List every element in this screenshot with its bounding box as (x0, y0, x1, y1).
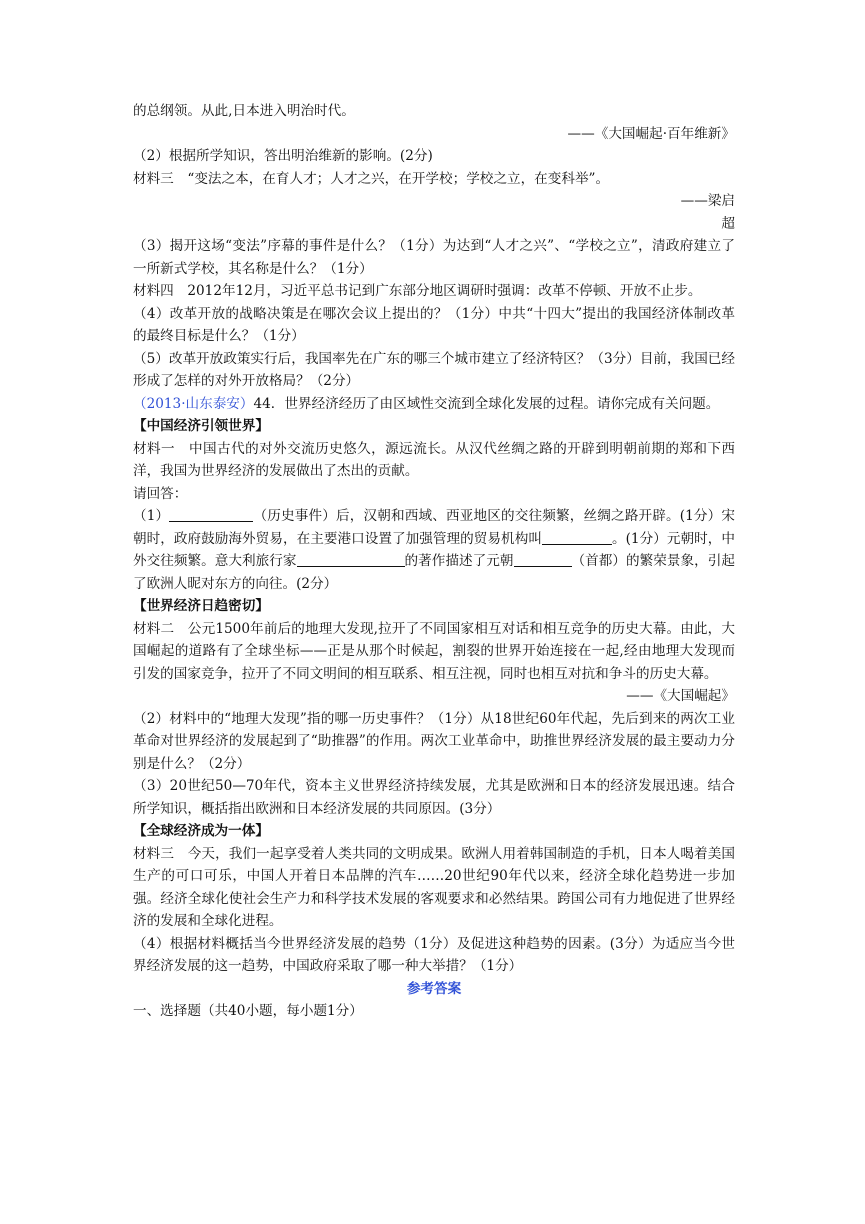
question-3b: （3）20世纪50—70年代，资本主义世界经济持续发展，尤其是欧洲和日本的经济发展迅速。结合所学知识，概括指出欧洲和日本经济发展的共同原因。(3分） (133, 778, 735, 817)
question-3: （3）揭开这场“变法”序幕的事件是什么？（1分）为达到“人才之兴”、“学校之立”，清政府建立了一所新式学校，其名称是什么？（1分） (133, 238, 735, 277)
source-citation: ——《大国崛起》 (626, 688, 735, 704)
q1-part: （首都）的繁荣景象，引起了欧洲人昵对东方的向往。(2分） (133, 553, 736, 592)
question-2: （2）根据所学知识，答出明治维新的影响。(2分) (133, 148, 433, 164)
text-line: 的总纲领。从此,日本进入明治时代。 (133, 103, 355, 119)
material-4: 材料四 2012年12月，习近平总书记到广东部分地区调研时强调：改革不停顿、开放不止步。 (133, 283, 702, 299)
blank-field[interactable] (297, 552, 405, 567)
question-44 (133, 393, 735, 416)
question-44-text: 44．世界经济经历了由区域性交流到全球化发展的过程。请你完成有关问题。 (253, 395, 720, 412)
material-3b: 材料三 今天，我们一起享受着人类共同的文明成果。欧洲人用着韩国制造的手机，日本人喝着美国生产的可口可乐，中国人开着日本品牌的汽车……20世纪90年代以来，经济全球化趋势进一步加强。经济全球化使社会生产力和科学技术发展的客观要求和必然结果。跨国公司有力地促进了世界经济的发展和全球化进程。 (133, 845, 735, 929)
q1-part: 的著作描述了元朝 (404, 553, 514, 569)
document-page (133, 100, 735, 1023)
question-4b: （4）根据材料概括当今世界经济发展的趋势（1分）及促进这种趋势的因素。(3分）为适应当今世界经济发展的这一趋势，中国政府采取了哪一种大举措？（1分） (133, 935, 735, 974)
question-4: （4）改革开放的战略决策是在哪次会议上提出的？（1分）中共“十四大”提出的我国经济体制改革的最终目标是什么？（1分） (133, 305, 735, 344)
blank-field[interactable] (514, 552, 572, 567)
q1-part: （历史事件）后，汉朝和西域、西亚地区的交往频繁，丝绸之路开辟。(1分）宋朝时，政府鼓励海外贸易，在主要港口设置了加强管理的贸易机构叫 (133, 508, 735, 547)
material-3: 材料三 “变法之本，在育人才；人才之兴，在开学校；学校之立，在变科举”。 (133, 170, 610, 187)
answers-title: 参考答案 (406, 980, 462, 997)
question-2b: （2）材料中的“地理大发现”指的哪一历史事件？（1分）从18世纪60年代起，先后到来的两次工业革命对世界经济的发展起到了“助推器”的作用。两次工业革命中，助推世界经济发展的最主要动力分别是什么？（2分） (133, 710, 735, 772)
answer-prompt: 请回答： (133, 485, 188, 502)
section-heading: 【全球经济成为一体】 (133, 823, 269, 839)
question-5: （5）改革开放政策实行后，我国率先在广东的哪三个城市建立了经济特区？（3分）目前，我国已经形成了怎样的对外开放格局？（2分） (133, 350, 735, 389)
q1-part: 。(1分）元朝时，中外交往频繁。意大利旅行家 (133, 530, 735, 569)
material-2: 材料二 公元1500年前后的地理大发现,拉开了不同国家相互对话和相互竞争的历史大幕。由此，大国崛起的道路有了全球坐标——正是从那个时候起，割裂的世界开始连接在一起,经由地理大发现而引发的国家竞争，拉开了不同文明间的相互联系、相互注视，同时也相互对抗和争斗的历史大幕。 (133, 620, 735, 682)
q1-prefix: （1） (133, 508, 170, 524)
blank-field[interactable] (169, 507, 253, 522)
answers-section-1: 一、选择题（共40小题，每小题1分） (133, 1003, 363, 1019)
source-citation-cont: 超 (721, 215, 735, 232)
source-citation: ——《大国崛起·百年维新》 (567, 125, 735, 142)
material-1: 材料一 中国古代的对外交流历史悠久，源远流长。从汉代丝绸之路的开辟到明朝前期的郑和下西洋，我国为世界经济的发展做出了杰出的贡献。 (133, 440, 735, 479)
section-heading: 【世界经济日趋密切】 (133, 598, 269, 614)
question-source: （2013·山东泰安） (133, 395, 254, 412)
blank-field[interactable] (542, 530, 612, 545)
fill-in-question-1 (133, 505, 735, 595)
source-citation: ——梁启 (680, 193, 735, 209)
section-heading: 【中国经济引领世界】 (133, 418, 269, 434)
